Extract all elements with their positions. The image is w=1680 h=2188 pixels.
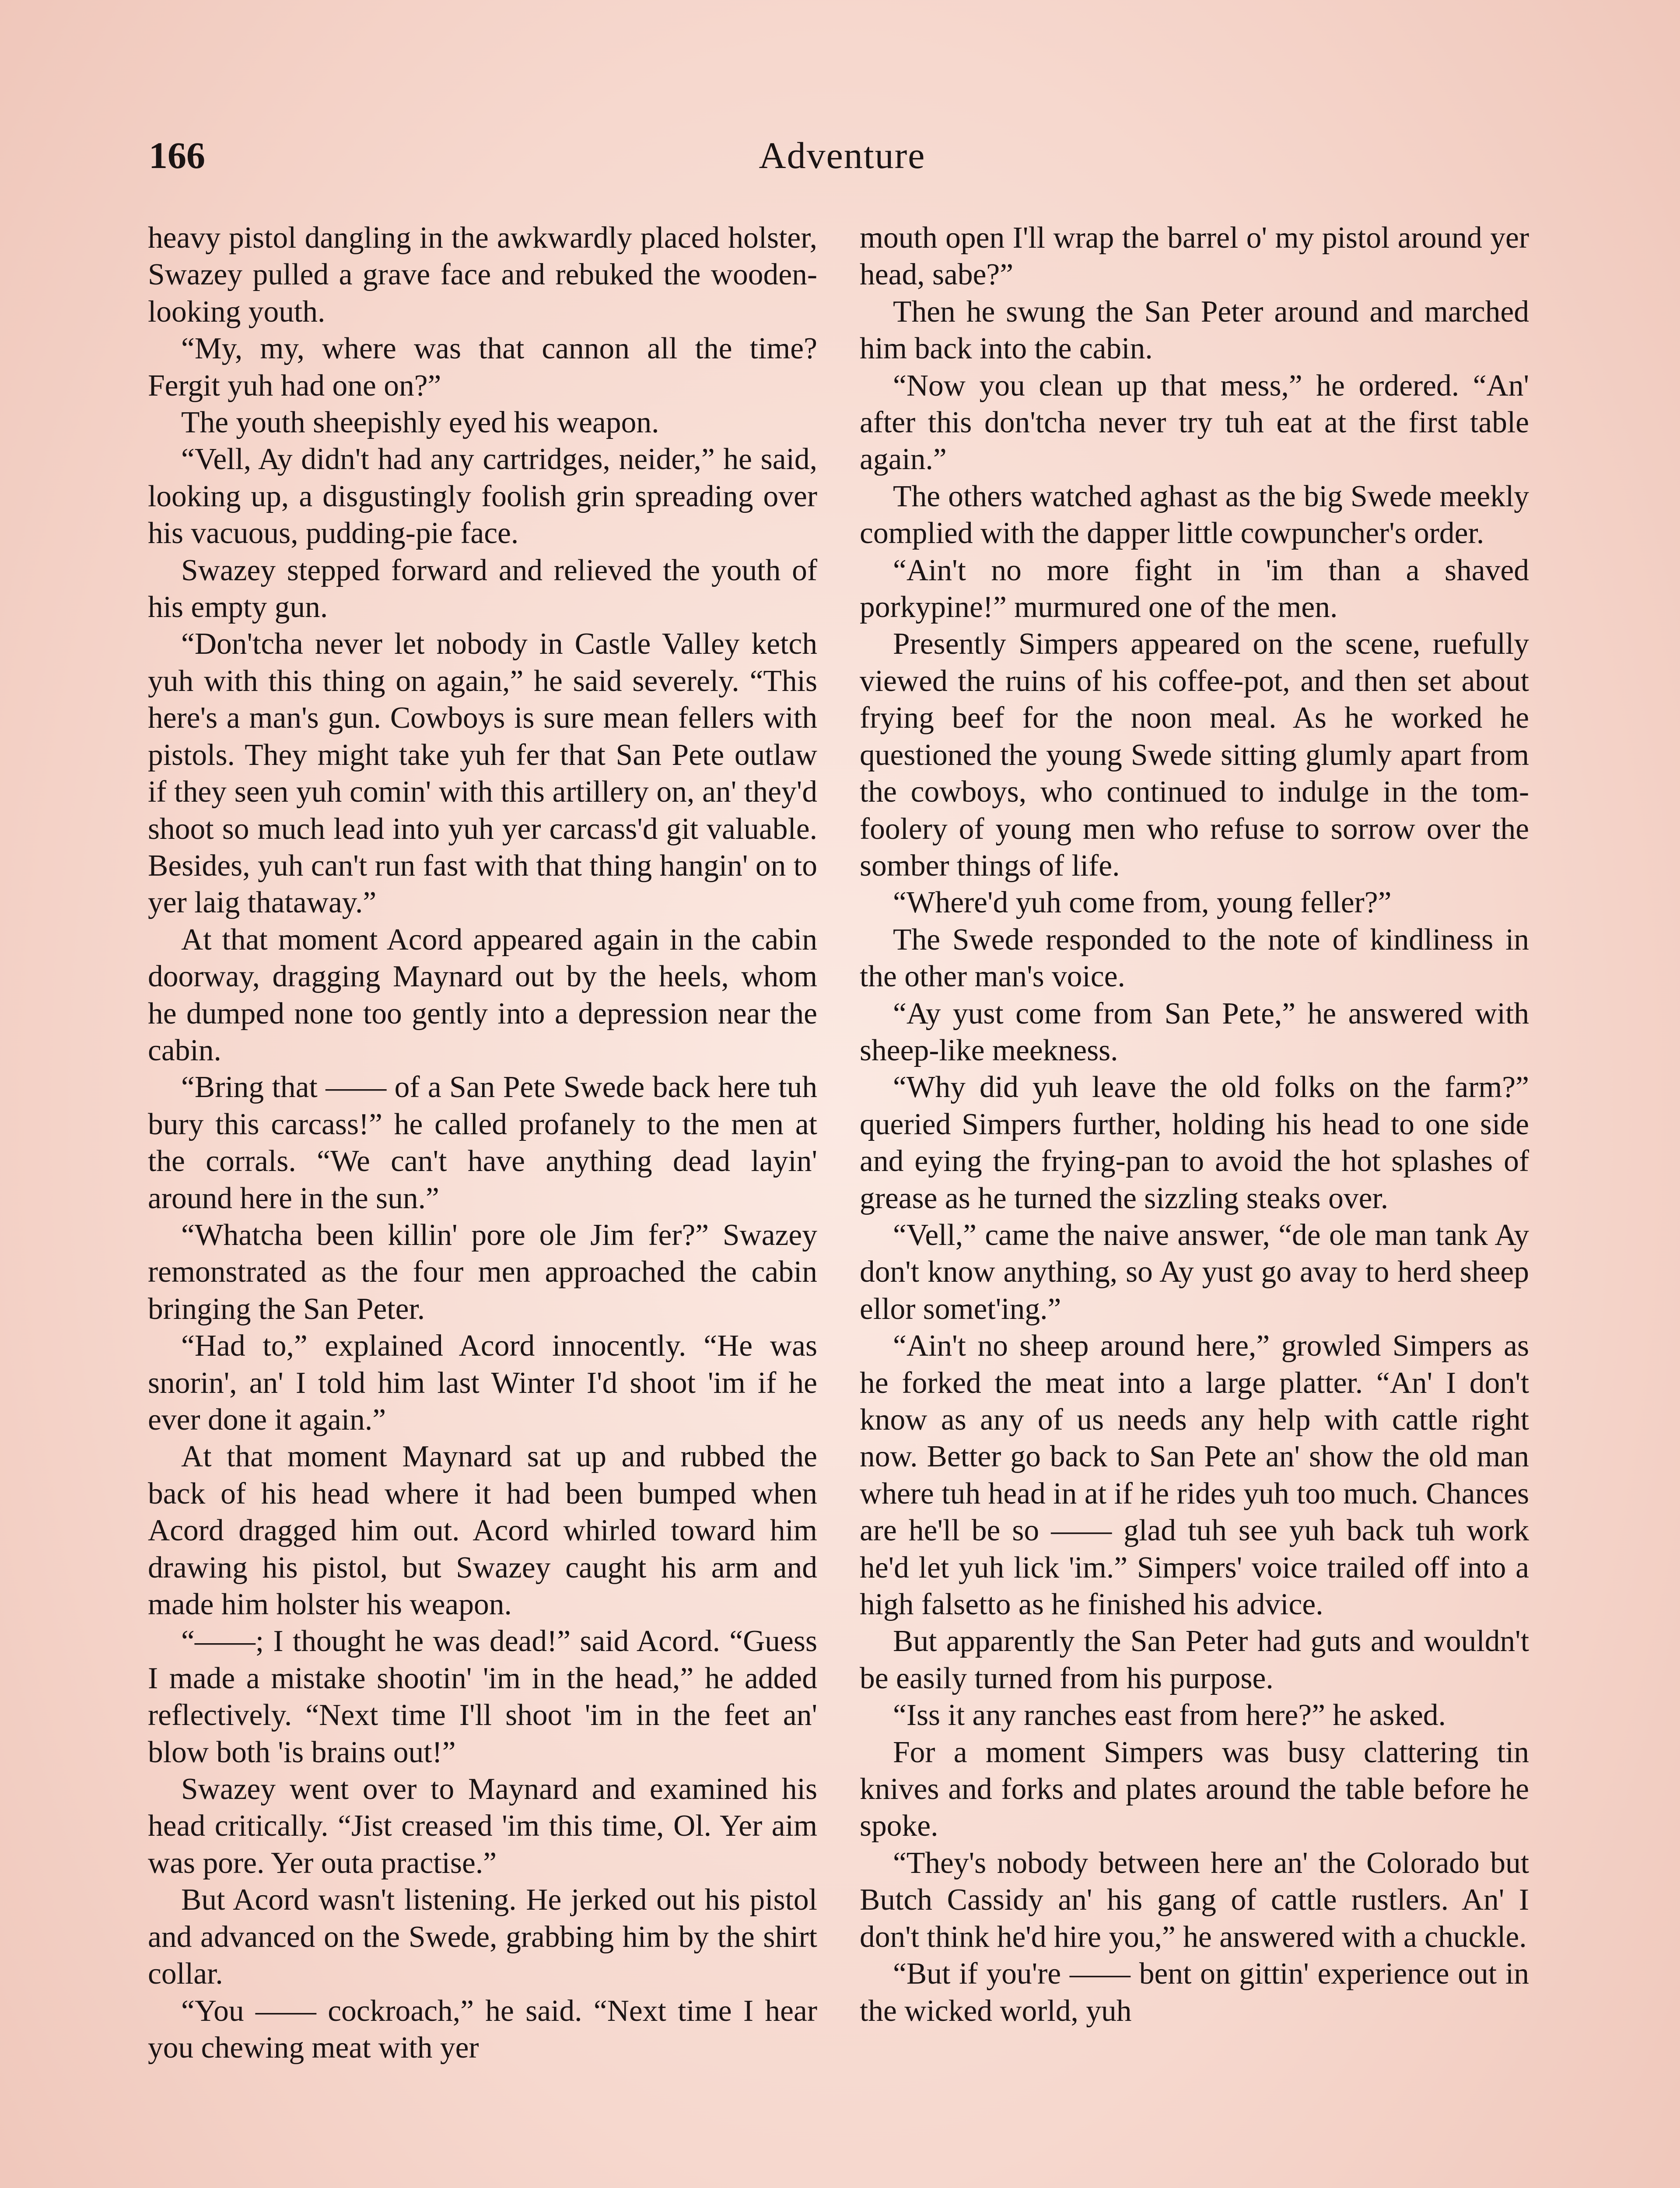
paragraph: But Acord wasn't listening. He jerked out his pistol and advanced on the Swede, grabbing him by the shirt collar.: [148, 1883, 817, 1991]
paragraph: “Ain't no more fight in 'im than a shaved porkypine!” murmured one of the men.: [860, 553, 1529, 624]
paragraph: The others watched aghast as the big Swede meekly complied with the dapper little cowpuncher's order.: [860, 479, 1529, 551]
paragraph: “Why did yuh leave the old folks on the farm?” queried Simpers further, holding his head to one side and eying the frying-pan to avoid the hot splashes of grease as he turned the sizzling steaks over.: [860, 1070, 1529, 1215]
paragraph: Presently Simpers appeared on the scene, ruefully viewed the ruins of his coffee-pot, and then set about frying beef for the noon meal. As he worked he questioned the young Swede sitting glumly apart from the cowboys, who continued to indulge in the tom-foolery of young men who refuse to sorrow over the somber things of life.: [860, 627, 1529, 883]
page-header: [149, 131, 1536, 188]
paragraph: heavy pistol dangling in the awkwardly placed holster, Swazey pulled a grave face and rebuked the wooden-looking youth.: [148, 221, 817, 329]
paragraph: The youth sheepishly eyed his weapon.: [181, 406, 659, 440]
paragraph: Then he swung the San Peter around and marched him back into the cabin.: [860, 295, 1529, 366]
running-title: Adventure: [759, 134, 926, 176]
paragraph: “Vell,” came the naive answer, “de ole man tank Ay don't know anything, so Ay yust go avay to herd sheep ellor somet'ing.”: [860, 1218, 1529, 1326]
page-number: 166: [149, 134, 205, 176]
paragraph: But apparently the San Peter had guts and wouldn't be easily turned from his purpose.: [860, 1624, 1529, 1695]
paragraph: mouth open I'll wrap the barrel o' my pistol around yer head, sabe?”: [860, 221, 1529, 292]
paragraph: “They's nobody between here an' the Colorado but Butch Cassidy an' his gang of cattle rustlers. An' I don't think he'd hire you,” he answered with a chuckle.: [860, 1846, 1529, 1954]
paragraph: “Iss it any ranches east from here?” he asked.: [893, 1698, 1446, 1732]
paragraph: “Vell, Ay didn't had any cartridges, neider,” he said, looking up, a disgustingly foolish grin spreading over his vacuous, pudding-pie face.: [148, 442, 817, 551]
paragraph: For a moment Simpers was busy clattering tin knives and forks and plates around the table before he spoke.: [860, 1735, 1529, 1843]
paragraph: Swazey went over to Maynard and examined his head critically. “Jist creased 'im this time, Ol. Yer aim was pore. Yer outa practise.”: [148, 1772, 817, 1880]
paragraph: “Now you clean up that mess,” he ordered. “An' after this don'tcha never try tuh eat at the first table again.”: [860, 368, 1529, 477]
paragraph: “Bring that —— of a San Pete Swede back here tuh bury this carcass!” he called profanely to the men at the corrals. “We can't have anything dead layin' around here in the sun.”: [148, 1070, 817, 1215]
paragraph: At that moment Acord appeared again in the cabin doorway, dragging Maynard out by the heels, whom he dumped none too gently into a depression near the cabin.: [148, 922, 817, 1067]
paragraph: “Ay yust come from San Pete,” he answered with sheep-like meekness.: [860, 996, 1529, 1067]
paragraph: “But if you're —— bent on gittin' experience out in the wicked world, yuh: [860, 1957, 1529, 2028]
paragraph: “Had to,” explained Acord innocently. “He was snorin', an' I told him last Winter I'd shoot 'im if he ever done it again.”: [148, 1329, 817, 1437]
paragraph: “Don'tcha never let nobody in Castle Valley ketch yuh with this thing on again,” he said severely. “This here's a man's gun. Cowboys is sure mean fellers with pistols. They might take yuh fer that San Pete outlaw if they seen yuh comin' with this artillery on, an' they'd shoot so much lead into yuh yer carcass'd git valuable. Besides, yuh can't run fast with that thing hangin' on to yer laig thataway.”: [148, 627, 817, 920]
paragraph: At that moment Maynard sat up and rubbed the back of his head where it had been bumped when Acord dragged him out. Acord whirled toward him drawing his pistol, but Swazey caught his arm and made him holster his weapon.: [148, 1440, 817, 1622]
paragraph: “——; I thought he was dead!” said Acord. “Guess I made a mistake shootin' 'im in the head,” he added reflectively. “Next time I'll shoot 'im in the feet an' blow both 'is brains out!”: [148, 1624, 817, 1769]
paragraph: Swazey stepped forward and relieved the youth of his empty gun.: [148, 553, 817, 624]
text-column-left: [148, 220, 817, 2066]
paragraph: “You —— cockroach,” he said. “Next time I hear you chewing meat with yer: [148, 1994, 817, 2065]
paragraph: “Ain't no sheep around here,” growled Simpers as he forked the meat into a large platter. “An' I don't know as any of us needs any help with cattle right now. Better go back to San Pete an' show the old man where tuh head in at if he rides yuh too much. Chances are he'll be so —— glad tuh see yuh back tuh work he'd let yuh lick 'im.” Simpers' voice trailed off into a high falsetto as he finished his advice.: [860, 1329, 1529, 1622]
paragraph: “My, my, where was that cannon all the time? Fergit yuh had one on?”: [148, 332, 817, 403]
paragraph: “Where'd yuh come from, young feller?”: [893, 886, 1392, 920]
paragraph: “Whatcha been killin' pore ole Jim fer?” Swazey remonstrated as the four men approached the cabin bringing the San Peter.: [148, 1218, 817, 1326]
text-column-right: [860, 220, 1529, 2030]
paragraph: The Swede responded to the note of kindliness in the other man's voice.: [860, 922, 1529, 994]
